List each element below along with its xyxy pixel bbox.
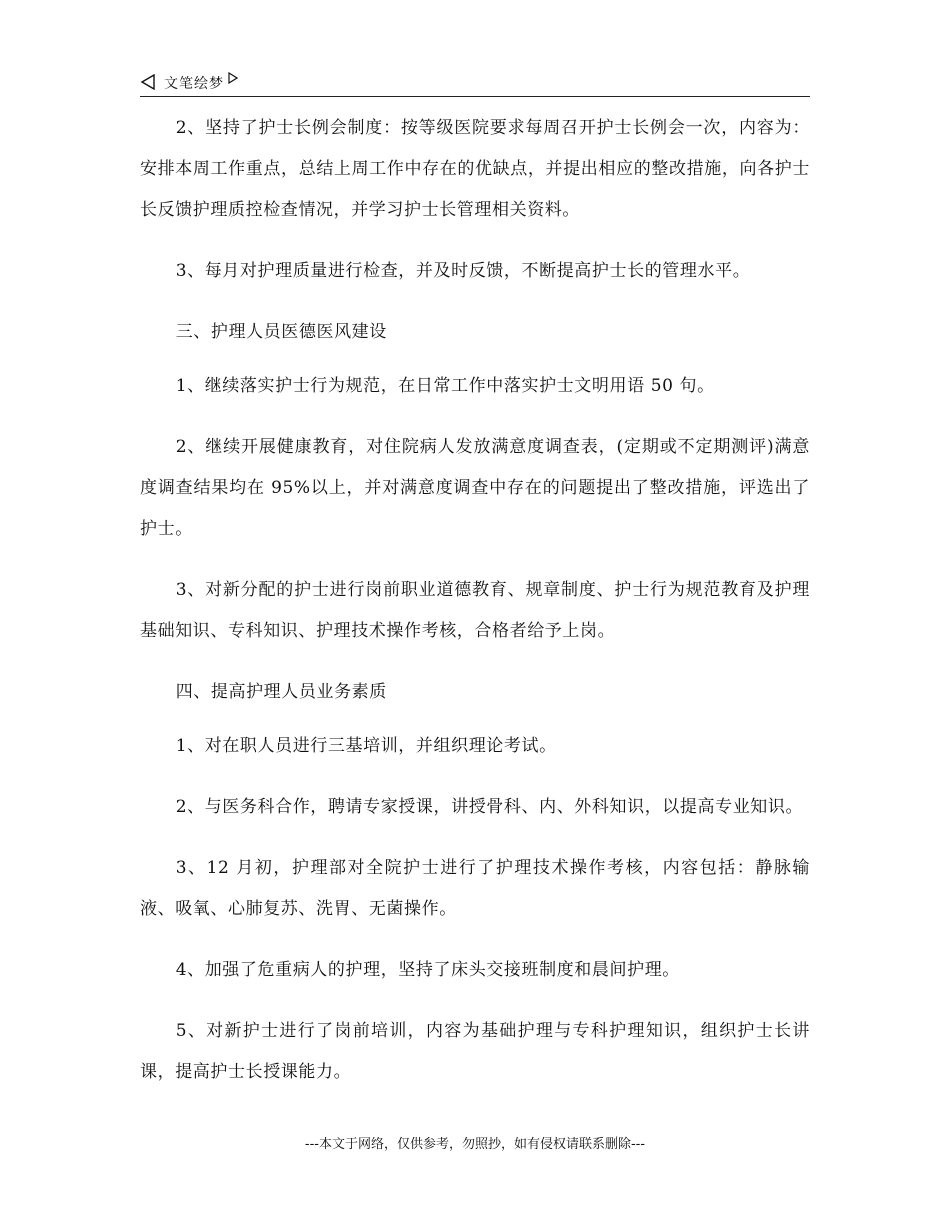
triangle-left-outline-icon: [140, 74, 156, 90]
triangle-right-outline-icon: [228, 72, 238, 84]
paragraph-expert-lectures: 2、与医务科合作，聘请专家授课，讲授骨科、内、外科知识，以提高专业知识。: [175, 797, 804, 817]
page-header: [140, 70, 810, 97]
document-body: [140, 108, 810, 1113]
section-heading-quality: 四、提高护理人员业务素质: [175, 682, 387, 702]
paragraph-meeting-system: 2、坚持了护士长例会制度：按等级医院要求每周召开护士长例会一次，内容为：安排本周工作重点，总结上周工作中存在的优缺点，并提出相应的整改措施，向各护士长反馈护理质控检查情况，并学习护士长管理相关资料。: [140, 118, 810, 220]
paragraph-three-basics: 1、对在职人员进行三基培训，并组织理论考试。: [175, 736, 557, 756]
header-title: 文笔绘梦: [164, 76, 224, 92]
page-footer-disclaimer: ---本文于网络，仅供参考，勿照抄，如有侵权请联系删除---: [304, 1137, 646, 1152]
paragraph-critical-care: 4、加强了危重病人的护理，坚持了床头交接班制度和晨间护理。: [175, 960, 680, 980]
paragraph-health-education: 2、继续开展健康教育，对住院病人发放满意度调查表，(定期或不定期测评)满意度调查结果均在 95%以上，并对满意度调查中存在的问题提出了整改措施，评选出了护士。: [140, 437, 810, 539]
paragraph-new-nurse-training: 3、对新分配的护士进行岗前职业道德教育、规章制度、护士行为规范教育及护理基础知识、专科知识、护理技术操作考核，合格者给予上岗。: [140, 580, 810, 641]
paragraph-conduct-norms: 1、继续落实护士行为规范，在日常工作中落实护士文明用语 50 句。: [175, 376, 715, 396]
paragraph-pre-job-training: 5、对新护士进行了岗前培训，内容为基础护理与专科护理知识，组织护士长讲课，提高护士长授课能力。: [140, 1021, 810, 1082]
section-heading-ethics: 三、护理人员医德医风建设: [175, 322, 387, 342]
paragraph-quality-check: 3、每月对护理质量进行检查，并及时反馈，不断提高护士长的管理水平。: [175, 261, 751, 281]
paragraph-skills-assessment: 3、12 月初，护理部对全院护士进行了护理技术操作考核，内容包括：静脉输液、吸氧、心肺复苏、洗胃、无菌操作。: [140, 858, 810, 919]
